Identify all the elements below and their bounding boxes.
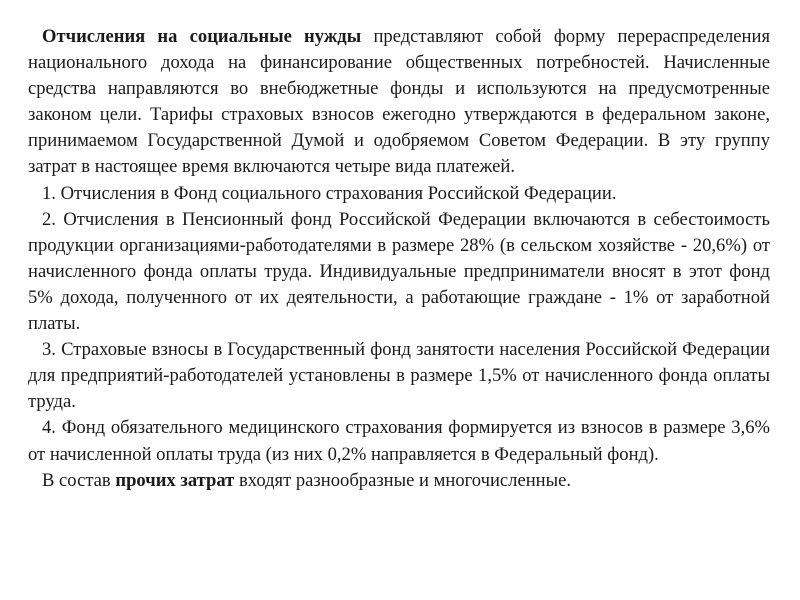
list-item-1: 1. Отчисления в Фонд социального страхования Российской Федерации. bbox=[42, 182, 617, 204]
closing-paragraph bbox=[28, 468, 770, 494]
intro-term: Отчисления на социальные нужды bbox=[42, 26, 362, 47]
list-item-4: 4. Фонд обязательного медицинского страхования формируется из взносов в размере 3,6% от начисленной оплаты труда (из них 0,2% направляется в Федеральный фонд). bbox=[28, 417, 770, 465]
intro-text: представляют собой форму перераспределения национального дохода на финансирование общественных потребностей. Начисленные средства направляются во внебюджетные фонды и используются на предусмотренные законом цели. Тарифы страховых взносов ежегодно утверждаются в федеральном законе, принимаемом Государственной Думой и одобряемом Советом Федерации. В эту группу затрат в настоящее время включаются четыре вида платежей. bbox=[28, 26, 770, 178]
closing-suffix: входят разнообразные и многочисленные. bbox=[234, 469, 571, 491]
list-item-3: 3. Страховые взносы в Государственный фонд занятости населения Российской Федерации для предприятий-работодателей установлены в размере 1,5% от начисленного фонда оплаты труда. bbox=[28, 339, 770, 413]
intro-paragraph bbox=[28, 24, 770, 181]
list-item-2: 2. Отчисления в Пенсионный фонд Российской Федерации включаются в себестоимость продукции организациями-работодателями в размере 28% (в сельском хозяйстве - 20,6%) от начисленного фонда оплаты труда. Индивидуальные предприниматели вносят в этот фонд 5% дохода, полученного от их деятельности, а работающие граждане - 1% от заработной платы. bbox=[28, 208, 770, 335]
closing-prefix: В состав bbox=[42, 469, 116, 491]
document-page bbox=[28, 24, 770, 494]
closing-term: прочих затрат bbox=[115, 469, 235, 491]
